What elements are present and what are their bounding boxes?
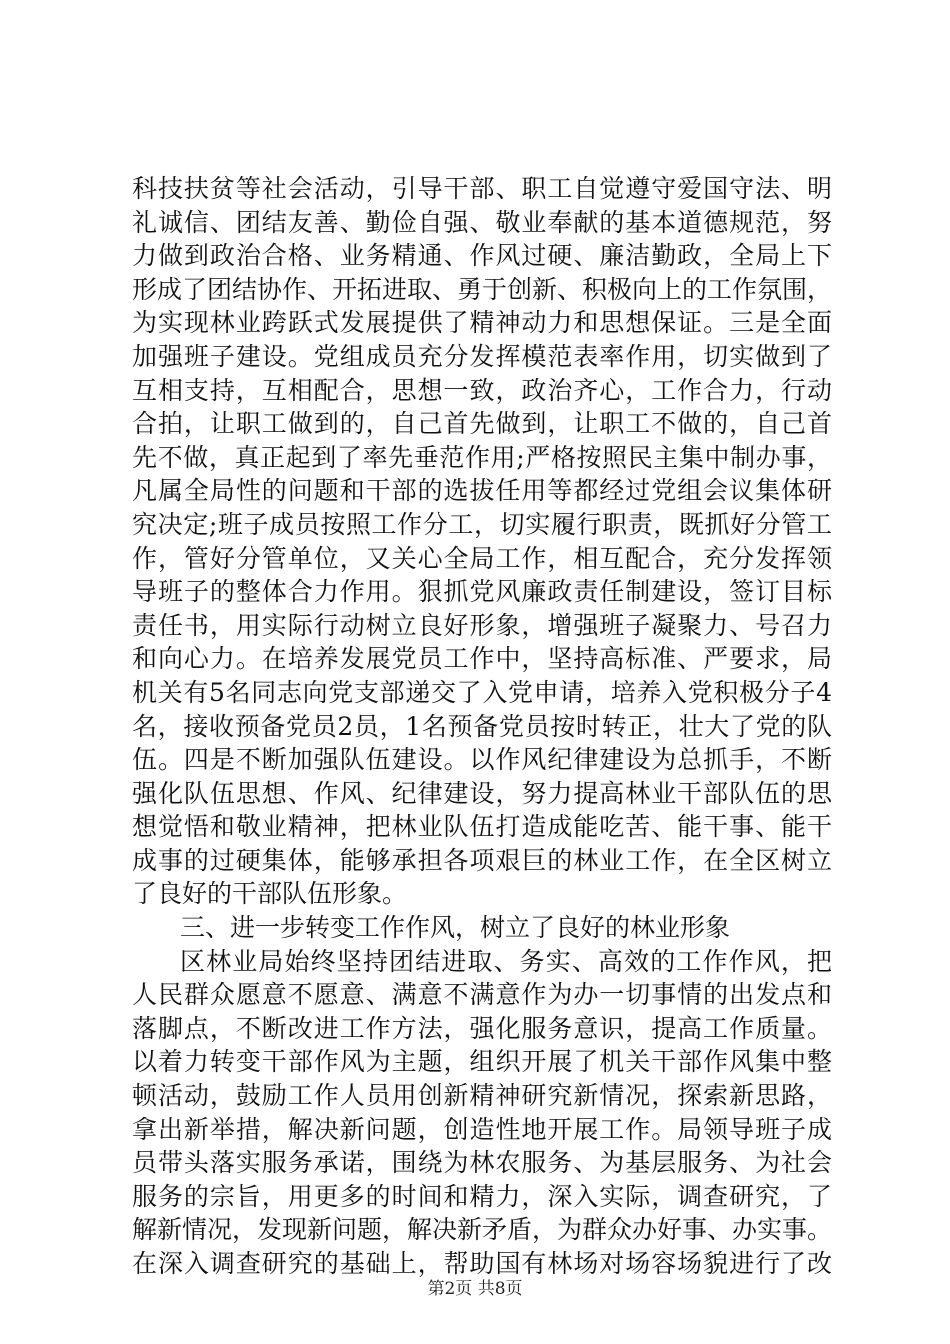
text-line: 凡属全局性的问题和干部的选拔任用等都经过党组会议集体研 (132, 476, 832, 506)
text-line: 名，接收预备党员2员，1名预备党员按时转正，壮大了党的队 (132, 711, 832, 741)
text-line: 合拍，让职工做到的，自己首先做到，让职工不做的，自己首 (132, 409, 832, 439)
text-line: 为实现林业跨跃式发展提供了精神动力和思想保证。三是全面 (132, 308, 832, 338)
text-line: 加强班子建设。党组成员充分发挥模范表率作用，切实做到了 (132, 341, 832, 371)
text-line: 形成了团结协作、开拓进取、勇于创新、积极向上的工作氛围， (132, 274, 833, 304)
text-line: 责任书，用实际行动树立良好形象，增强班子凝聚力、号召力 (132, 610, 832, 640)
paragraph-end-line: 了良好的干部队伍形象。 (132, 879, 408, 909)
text-line: 互相支持，互相配合，思想一致，政治齐心，工作合力，行动 (132, 375, 832, 405)
section-heading: 三、进一步转变工作作风，树立了良好的林业形象 (180, 913, 731, 943)
text-line: 强化队伍思想、作风、纪律建设，努力提高林业干部队伍的思 (132, 778, 832, 808)
text-line: 先不做，真正起到了率先垂范作用;严格按照民主集中制办事， (132, 442, 832, 472)
text-line: 机关有5名同志向党支部递交了入党申请，培养入党积极分子4 (132, 677, 832, 707)
page-number-footer: 第2页 共8页 (427, 1279, 523, 1299)
paragraph-first-line: 区林业局始终坚持团结进取、务实、高效的工作作风，把 (180, 946, 832, 976)
text-line: 究决定;班子成员按照工作分工，切实履行职责，既抓好分管工 (132, 509, 832, 539)
text-line: 作，管好分管单位，又关心全局工作，相互配合，充分发挥领 (132, 543, 832, 573)
text-line: 和向心力。在培养发展党员工作中，坚持高标准、严要求，局 (132, 644, 832, 674)
text-line: 解新情况，发现新问题，解决新矛盾，为群众办好事、办实事。 (132, 1215, 833, 1245)
document-body (132, 172, 832, 1281)
text-line: 拿出新举措，解决新问题，创造性地开展工作。局领导班子成 (132, 1114, 832, 1144)
text-line: 科技扶贫等社会活动，引导干部、职工自觉遵守爱国守法、明 (132, 174, 832, 203)
text-line: 落脚点，不断改进工作方法，强化服务意识，提高工作质量。 (132, 1013, 832, 1043)
text-line: 服务的宗旨，用更多的时间和精力，深入实际，调查研究，了 (132, 1181, 832, 1211)
text-line: 人民群众愿意不愿意、满意不满意作为办一切事情的出发点和 (132, 980, 832, 1010)
text-line: 导班子的整体合力作用。狠抓党风廉政责任制建设，签订目标 (132, 577, 832, 607)
text-line: 以着力转变干部作风为主题，组织开展了机关干部作风集中整 (132, 1047, 832, 1077)
text-line: 伍。四是不断加强队伍建设。以作风纪律建设为总抓手，不断 (132, 745, 832, 775)
text-line: 顿活动，鼓励工作人员用创新精神研究新情况，探索新思路， (132, 1081, 832, 1111)
text-line: 力做到政治合格、业务精通、作风过硬、廉洁勤政，全局上下 (132, 241, 832, 271)
text-line: 在深入调查研究的基础上，帮助国有林场对场容场貌进行了改 (132, 1249, 832, 1278)
text-line: 礼诚信、团结友善、勤俭自强、敬业奉献的基本道德规范，努 (132, 207, 832, 237)
text-line: 想觉悟和敬业精神，把林业队伍打造成能吃苦、能干事、能干 (132, 812, 832, 842)
text-line: 成事的过硬集体，能够承担各项艰巨的林业工作，在全区树立 (132, 845, 832, 875)
text-line: 员带头落实服务承诺，围绕为林农服务、为基层服务、为社会 (132, 1148, 832, 1178)
